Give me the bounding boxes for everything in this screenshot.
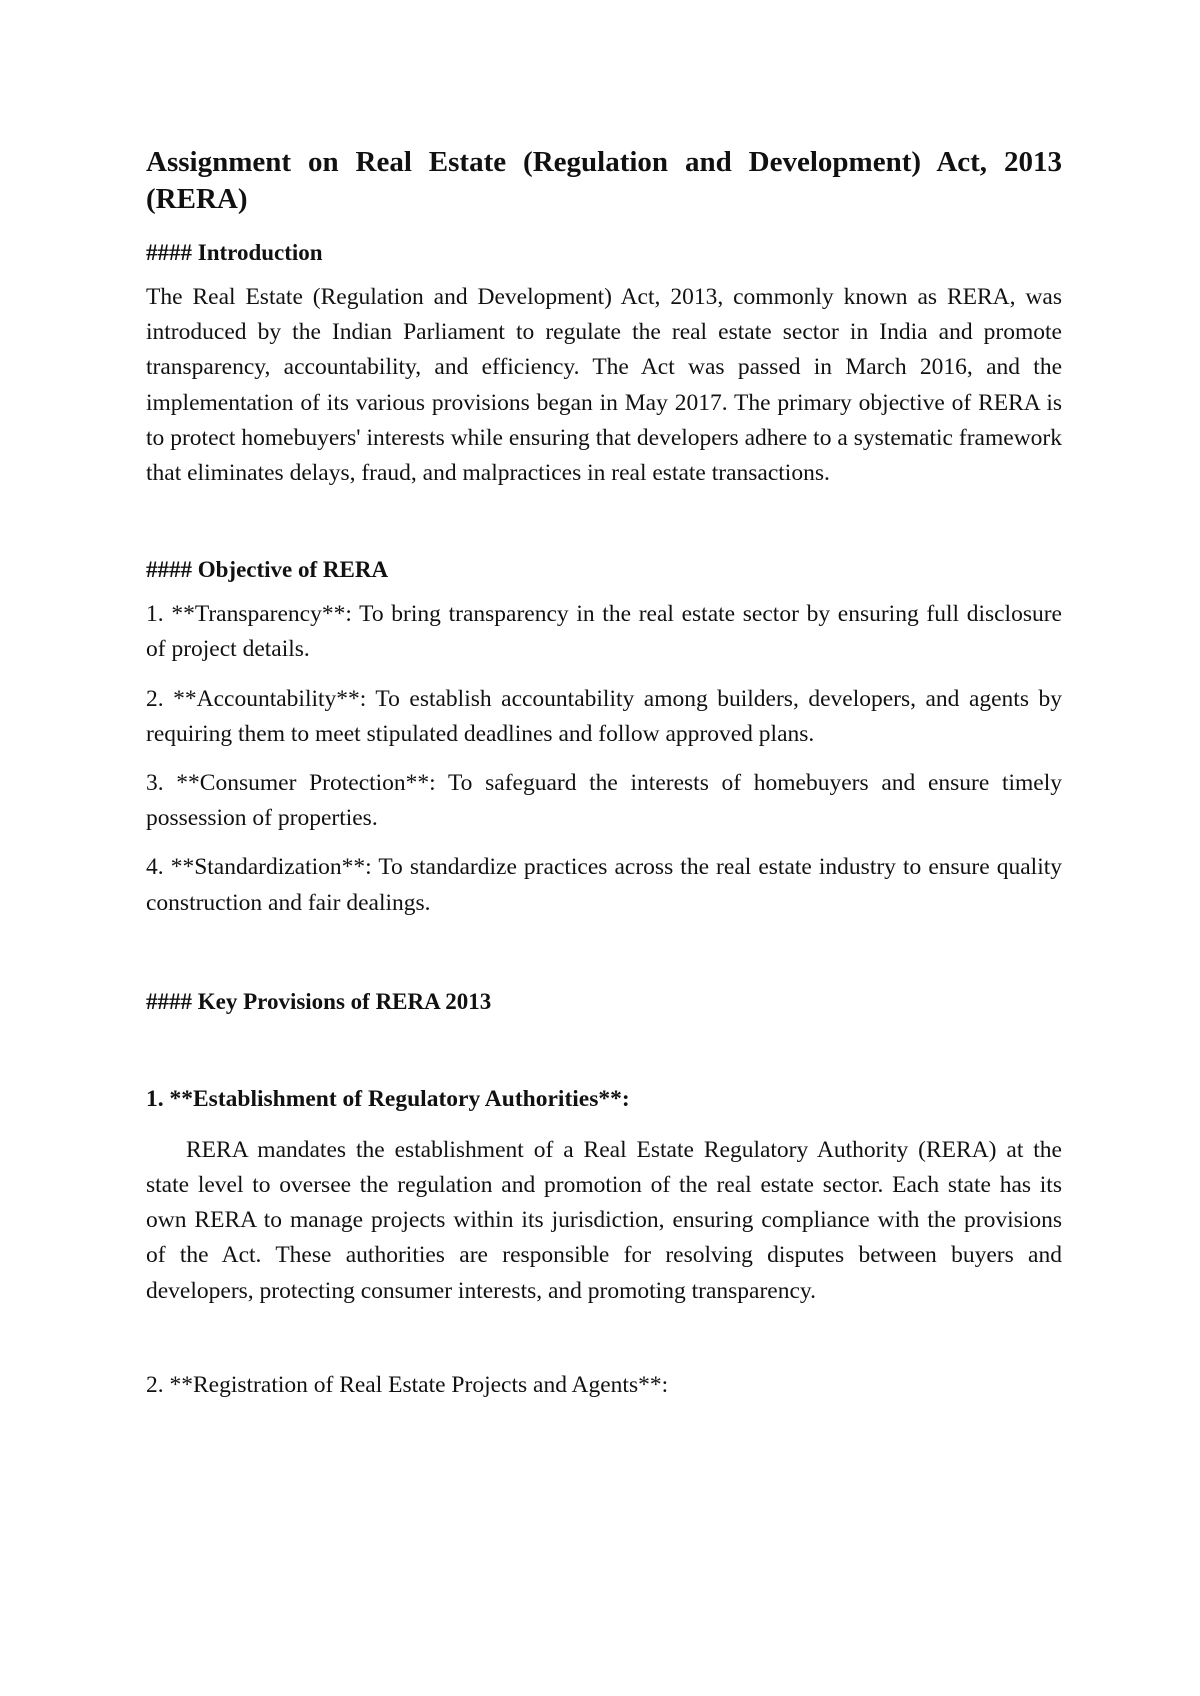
introduction-paragraph: The Real Estate (Regulation and Development) Act, 2013, commonly known as RERA, was introduced by the Indian Parliament to regulate the real estate sector in India and promote transparency, accountability, and efficiency. The Act was passed in March 2016, and the implementation of its various provisions began in May 2017. The primary objective of RERA is to protect homebuyers' interests while ensuring that developers adhere to a systematic framework that eliminates delays, fraud, and malpractices in real estate transactions. — [146, 284, 1062, 487]
introduction-heading: #### Introduction — [146, 240, 323, 265]
provision-1-paragraph: RERA mandates the establishment of a Real Estate Regulatory Authority (RERA) at the state level to oversee the regulation and promotion of the real estate sector. Each state has its own RERA to manage projects within its jurisdiction, ensuring compliance with the provisions of the Act. These authorities are responsible for resolving disputes between buyers and developers, protecting consumer interests, and promoting transparency. — [146, 1136, 1062, 1304]
spacer — [146, 1309, 1062, 1369]
spacer — [146, 935, 1062, 987]
key-provisions-section — [146, 987, 1062, 1401]
objective-item-standardization: 4. **Standardization**: To standardize practices across the real estate industry to ensure quality construction and fair dealings. — [146, 854, 1062, 916]
objectives-heading: #### Objective of RERA — [146, 557, 389, 583]
document-title: Assignment on Real Estate (Regulation and Development) Act, 2013 (RERA) — [146, 146, 1062, 215]
spacer — [146, 491, 1062, 555]
spacer — [146, 1029, 1062, 1083]
provision-2-title: 2. **Registration of Real Estate Projects and Agents**: — [146, 1371, 669, 1398]
document-body — [146, 144, 1062, 1401]
key-provisions-heading: #### Key Provisions of RERA 2013 — [146, 988, 492, 1014]
objectives-section — [146, 555, 1062, 921]
objective-item-consumer-protection: 3. **Consumer Protection**: To safeguard the interests of homebuyers and ensure timely possession of properties. — [146, 770, 1062, 832]
introduction-section — [146, 238, 1062, 491]
objective-item-transparency: 1. **Transparency**: To bring transparency in the real estate sector by ensuring full disclosure of project details. — [146, 601, 1062, 663]
objective-item-accountability: 2. **Accountability**: To establish accountability among builders, developers, and agents by requiring them to meet stipulated deadlines and follow approved plans. — [146, 685, 1062, 747]
provision-1-title: 1. **Establishment of Regulatory Authorities**: — [146, 1085, 630, 1112]
